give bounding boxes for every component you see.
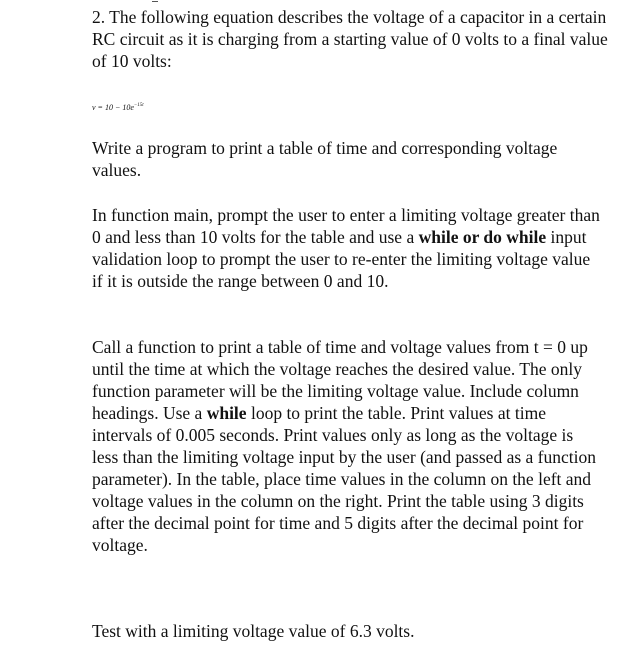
problem-intro: 2. The following equation describes the voltage of a capacitor in a certain RC circuit as it is charging from a starting value of 0 volts to a final value of 10 volts: — [92, 7, 608, 71]
func-text-a: Call a function to print a table of time and voltage values from t = 0 up until the time at which the voltage reaches the desired value. The only function parameter will be the limiting voltage value. Include column headings. Use a — [92, 337, 588, 423]
main-function-instruction — [92, 204, 602, 292]
func-text-b: loop to print the table. Print values at time intervals of 0.005 seconds. Print values only as long as the voltage is less than the limiting voltage input by the user (and passed as a function parameter). In the table, place time values in the column on the left and voltage values in the column on the right. Print the table using 3 digits after the decimal point for time and 5 digits after the decimal point for voltage. — [92, 403, 596, 555]
main-text-bold: while or do while — [418, 227, 547, 247]
test-instruction: Test with a limiting voltage value of 6.3 volts. — [92, 621, 415, 641]
voltage-equation — [92, 100, 144, 114]
main-text-a: In function main, prompt the user to enter a limiting voltage greater than 0 and less than 10 volts for the table and use a — [92, 205, 600, 247]
cropped-glyph-fragment — [152, 0, 158, 2]
func-text-bold: while — [206, 403, 247, 423]
table-function-instruction — [92, 336, 602, 556]
main-text-b: input validation loop to prompt the user to re-enter the limiting voltage value if it is outside the range between 0 and 10. — [92, 227, 591, 291]
equation-exponent: −15t — [133, 103, 144, 108]
program-instruction: Write a program to print a table of time and corresponding voltage values. — [92, 138, 558, 180]
equation-base: v = 10 − 10e — [92, 103, 134, 112]
